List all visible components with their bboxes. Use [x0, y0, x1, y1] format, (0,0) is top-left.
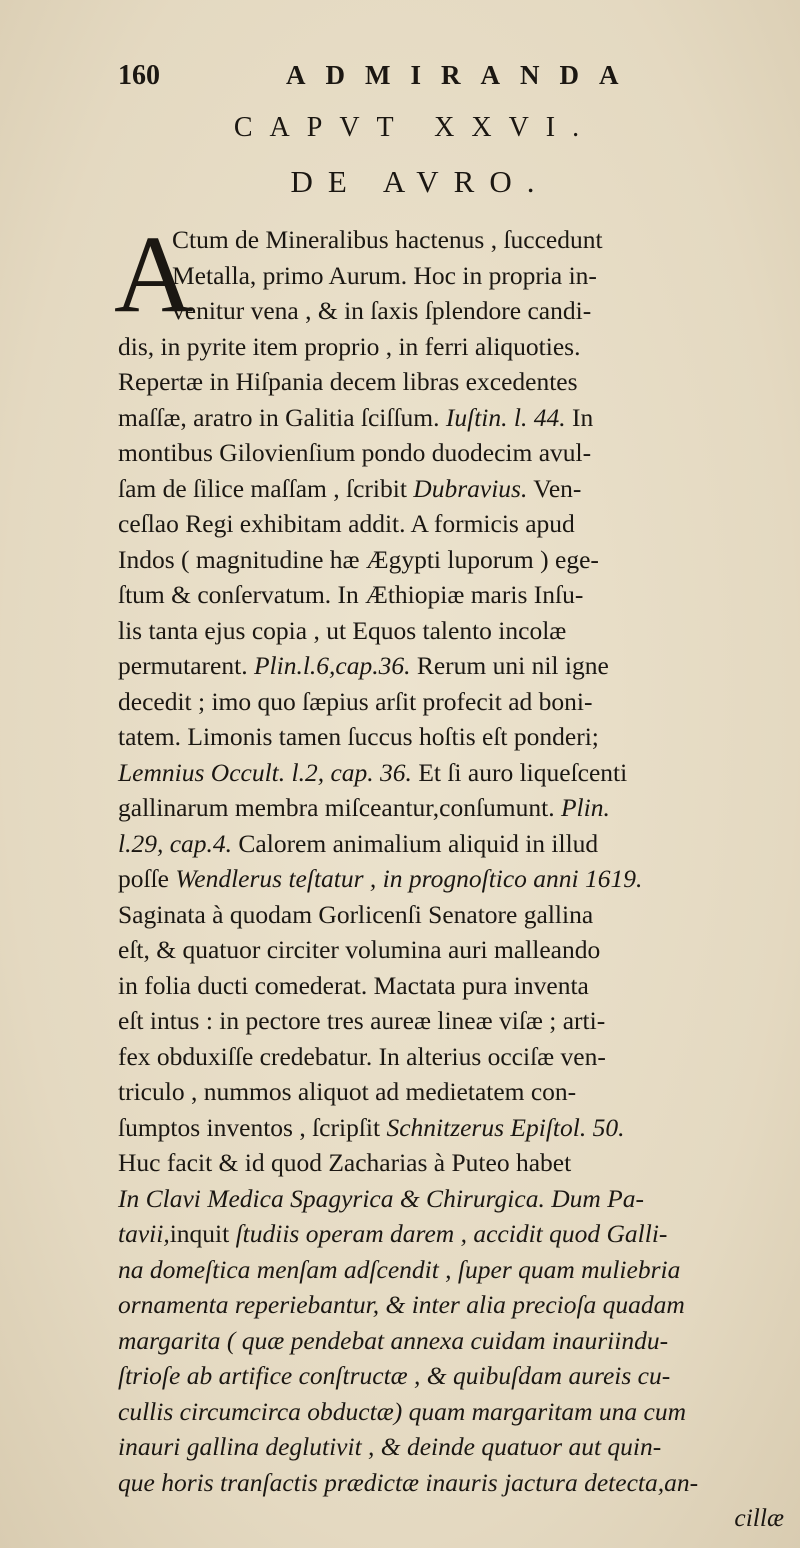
text-line: [118, 1287, 788, 1323]
text-segment: Huc facit & id quod Zacharias à Puteo habet: [118, 1148, 572, 1177]
text-line: [118, 826, 788, 862]
text-segment: eſt intus : in pectore tres aureæ lineæ viſæ ; arti-: [118, 1006, 606, 1035]
italic-segment: Wendlerus teſtatur , in prognoſtico anni 1619.: [175, 864, 643, 893]
text-segment: Metalla, primo Aurum. Hoc in propria in-: [172, 260, 597, 290]
italic-segment: que horis tranſactis prædictæ inauris jactura detecta,an-: [118, 1467, 699, 1497]
text-line: [118, 1003, 788, 1039]
text-segment: Ven-: [527, 473, 582, 503]
running-title: ADMIRANDA: [286, 60, 639, 90]
italic-segment: l.29, cap.4.: [118, 828, 233, 858]
text-line: [118, 613, 788, 649]
text-line: [118, 1358, 788, 1394]
text-segment: Saginata à quodam Gorlicenſi Senatore gallina: [118, 899, 594, 929]
italic-segment: ornamenta reperiebantur, & inter alia precioſa quadam: [118, 1290, 685, 1319]
text-segment: in folia ducti comederat. Mactata pura inventa: [118, 970, 589, 1000]
italic-segment: Lemnius Occult. l.2, cap. 36.: [118, 757, 412, 787]
text-line: [118, 542, 788, 578]
text-segment: lis tanta ejus copia , ut Equos talento incolæ: [118, 615, 567, 645]
text-line: [118, 577, 788, 613]
text-segment: ſtum & conſervatum. In Æthiopiæ maris Inſu-: [118, 580, 584, 609]
chapter-heading: CAPVT XXVI.: [233, 112, 597, 143]
text-line: [118, 1252, 788, 1288]
italic-segment: In Clavi Medica Spagyrica & Chirurgica. Dum Pa-: [118, 1183, 644, 1213]
italic-segment: inauri gallina deglutivit , & deinde quatuor aut quin-: [118, 1432, 662, 1461]
text-segment: Et ſi auro liqueſcenti: [411, 757, 628, 787]
text-line: [118, 1323, 788, 1359]
text-segment: Indos ( magnitudine hæ Ægypti luporum ) ege-: [118, 544, 599, 574]
text-line: [118, 435, 788, 471]
text-line: [118, 1429, 788, 1465]
page-number: 160: [118, 60, 160, 91]
text-segment: ſam de ſilice maſſam , ſcribit: [118, 473, 414, 503]
text-line: [118, 364, 788, 400]
text-line: [118, 1181, 788, 1217]
text-line: [118, 1074, 788, 1110]
italic-segment: na domeſtica menſam adſcendit , ſuper quam muliebria: [118, 1254, 681, 1284]
text-line: [118, 861, 788, 897]
text-line: [118, 1394, 788, 1430]
text-line: [118, 1039, 788, 1075]
italic-segment: cillæ: [734, 1503, 784, 1532]
text-line: [118, 258, 788, 294]
text-segment: poſſe: [118, 864, 176, 893]
text-segment: ceſlao Regi exhibitam addit. A formicis apud: [118, 509, 575, 538]
text-line: [118, 648, 788, 684]
text-line: [118, 1465, 788, 1501]
text-line: [118, 329, 788, 365]
text-line: [118, 932, 788, 968]
text-segment: maſſæ, aratro in Galitia ſciſſum.: [118, 402, 446, 432]
running-head: [118, 60, 678, 100]
italic-segment: Plin.: [560, 793, 610, 822]
italic-segment: ſtudiis operam darem , accidit quod Galli-: [235, 1219, 668, 1248]
text-segment: tatem. Limonis tamen ſuccus hoſtis eſt ponderi;: [118, 722, 599, 751]
text-segment: ſumptos inventos , ſcripſit: [118, 1112, 387, 1142]
text-line: [118, 506, 788, 542]
text-line: [118, 400, 788, 436]
text-segment: venitur vena , & in ſaxis ſplendore candi-: [172, 296, 592, 325]
text-segment: fex obduxiſſe credebatur. In alterius occiſæ ven-: [118, 1041, 606, 1071]
section-heading: DE AVRO.: [290, 164, 550, 199]
text-segment: permutarent.: [118, 651, 254, 680]
text-segment: Repertæ in Hiſpania decem libras excedentes: [118, 367, 578, 396]
italic-segment: cullis circumcirca obductæ) quam margaritam una cum: [118, 1396, 687, 1426]
text-line: [118, 790, 788, 826]
text-segment: decedit ; imo quo ſæpius arſit profecit ad boni-: [118, 686, 593, 716]
text-line: [118, 1500, 788, 1536]
text-line: [118, 471, 788, 507]
text-line: [118, 1216, 788, 1252]
italic-segment: Dubravius.: [413, 473, 528, 503]
text-segment: inquit: [169, 1219, 236, 1248]
italic-segment: Schnitzerus Epiſtol. 50.: [386, 1112, 625, 1142]
body-text: [114, 213, 788, 1536]
text-segment: Rerum uni nil igne: [410, 651, 609, 680]
italic-segment: margarita ( quæ pendebat annexa cuidam inauriindu-: [118, 1325, 669, 1355]
text-line: [118, 1145, 788, 1181]
text-segment: montibus Gilovienſium pondo duodecim avul-: [118, 438, 592, 467]
text-segment: dis, in pyrite item proprio , in ferri aliquoties.: [118, 331, 581, 361]
italic-segment: Plin.l.6,cap.36.: [253, 651, 411, 680]
text-line: [118, 719, 788, 755]
text-line: [118, 684, 788, 720]
italic-segment: ſtrioſe ab artifice conſtructæ , & quibuſdam aureis cu-: [118, 1361, 671, 1390]
text-segment: eſt, & quatuor circiter volumina auri malleando: [118, 935, 601, 964]
text-line: [118, 293, 788, 329]
text-segment: gallinarum membra miſceantur,conſumunt.: [118, 793, 561, 822]
text-line: [118, 755, 788, 791]
text-line: [118, 222, 788, 258]
text-segment: Calorem animalium aliquid in illud: [232, 828, 599, 858]
italic-segment: tavii,: [118, 1219, 170, 1248]
drop-cap: A: [114, 213, 194, 335]
text-segment: triculo , nummos aliquot ad medietatem con-: [118, 1077, 577, 1106]
text-line: [118, 968, 788, 1004]
italic-segment: Iuſtin. l. 44.: [445, 402, 566, 432]
text-segment: Ctum de Mineralibus hactenus , ſuccedunt: [172, 225, 603, 254]
text-line: [118, 1110, 788, 1146]
text-line: [118, 897, 788, 933]
text-segment: In: [565, 402, 594, 432]
